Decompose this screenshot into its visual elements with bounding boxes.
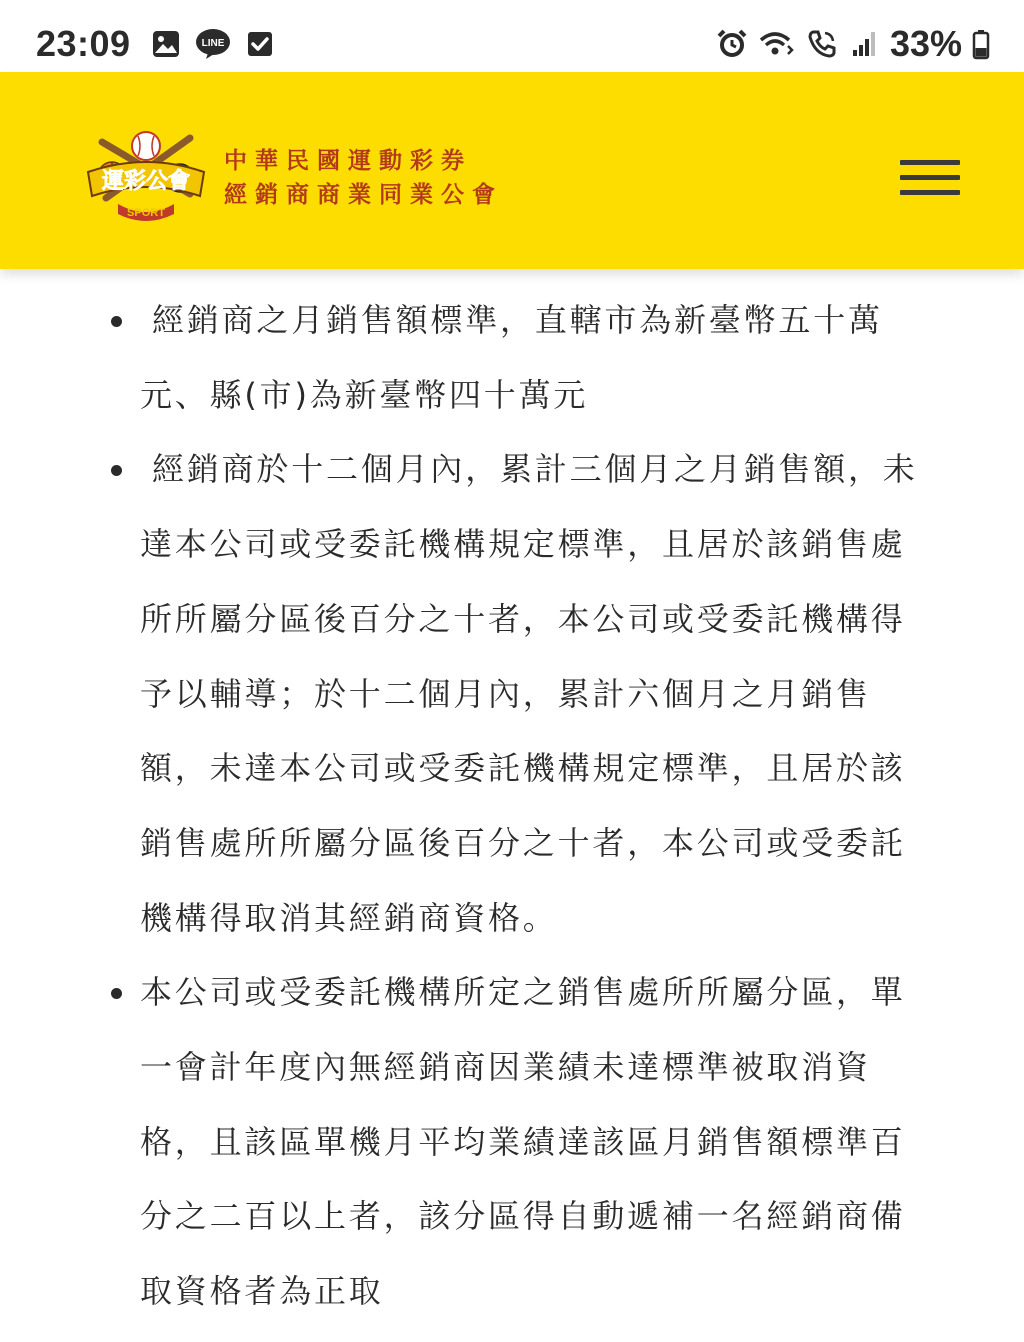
main-content (0, 269, 1024, 1329)
svg-text:SPORT: SPORT (127, 207, 165, 219)
rules-list (0, 283, 1024, 1329)
list-item (140, 432, 940, 955)
list-item-text: 本公司或受委託機構所定之銷售處所所屬分區，單一會計年度內無經銷商因業績未達標準被取消資格，且該區單機月平均業績達該區月銷售額標準百分之二百以上者，該分區得自動遞補一名經銷商備取資格者為正取 (140, 973, 906, 1311)
battery-percent: 33% (889, 23, 962, 64)
signal-bars-icon (848, 28, 880, 60)
line-app-icon (194, 28, 232, 60)
gallery-icon (150, 28, 182, 60)
battery-icon (972, 28, 990, 60)
site-header (0, 72, 1024, 269)
list-item-text: 經銷商於十二個月內，累計三個月之月銷售額，未達本公司或受委託機構規定標準，且居於該銷售處所所屬分區後百分之十者，本公司或受委託機構得予以輔導；於十二個月內，累計六個月之月銷售額，未達本公司或受委託機構規定標準，且居於該銷售處所所屬分區後百分之十者，本公司或受委託機構得取消其經銷商資格。 (140, 450, 918, 937)
status-left-icons (150, 28, 276, 60)
checkbox-notification-icon (244, 28, 276, 60)
call-icon (806, 28, 838, 60)
menu-bar-middle (900, 175, 960, 180)
status-bar (0, 0, 1024, 72)
hamburger-menu-icon[interactable] (896, 156, 966, 200)
list-item (140, 955, 940, 1329)
association-name[interactable] (224, 144, 503, 212)
association-logo[interactable] (82, 124, 210, 224)
list-item (140, 283, 940, 432)
status-right-icons (716, 22, 990, 66)
svg-text:LINE: LINE (201, 38, 225, 49)
status-time: 23:09 (36, 23, 131, 64)
svg-text:運彩公會: 運彩公會 (101, 169, 191, 194)
association-name-line1: 中華民國運動彩券 (224, 148, 472, 174)
list-item-text: 經銷商之月銷售額標準，直轄市為新臺幣五十萬元、縣(市)為新臺幣四十萬元 (140, 301, 883, 414)
wifi-calling-icon (758, 28, 796, 60)
alarm-icon (716, 28, 748, 60)
association-name-line2: 經銷商商業同業公會 (224, 182, 503, 208)
menu-bar-bottom (900, 190, 960, 195)
menu-bar-top (900, 160, 960, 165)
